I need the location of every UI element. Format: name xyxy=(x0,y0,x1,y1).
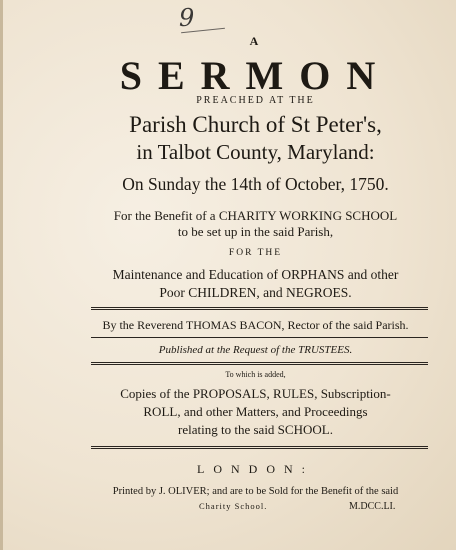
imprint-city: LONDON: xyxy=(197,462,314,476)
for-the-line: FOR THE xyxy=(228,248,283,258)
published-line: Published at the Request of the TRUSTEES. xyxy=(158,344,353,356)
divider xyxy=(91,362,428,365)
imprint-charity: Charity School. xyxy=(199,501,268,511)
handwritten-page-number: 9 xyxy=(179,4,195,32)
church-name: Parish Church of St Peter's, xyxy=(129,112,382,137)
benefit-line: For the Benefit of a CHARITY WORKING SCHOOL xyxy=(113,208,398,223)
author-line: By the Reverend THOMAS BACON, Rector of the said Parish. xyxy=(102,318,409,332)
divider xyxy=(91,337,428,338)
roll-line: ROLL, and other Matters, and Proceedings xyxy=(143,404,368,419)
divider xyxy=(91,307,428,310)
divider xyxy=(91,446,428,449)
imprint-year: M.DCC.LI. xyxy=(349,501,396,512)
county-line: in Talbot County, Maryland: xyxy=(136,140,375,164)
copies-line: Copies of the PROPOSALS, RULES, Subscription- xyxy=(120,386,391,401)
imprint-printer: Printed by J. OLIVER; and are to be Sold for the Benefit of the said xyxy=(112,486,399,497)
to-which-line: To which is added, xyxy=(225,370,286,379)
poor-children-line: Poor CHILDREN, and NEGROES. xyxy=(159,285,352,300)
relating-line: relating to the said SCHOOL. xyxy=(178,422,333,437)
maintenance-line: Maintenance and Education of ORPHANS and other xyxy=(112,267,399,282)
school-line: to be set up in the said Parish, xyxy=(177,224,334,239)
preached-at-line: PREACHED AT THE xyxy=(196,95,315,106)
date-line: On Sunday the 14th of October, 1750. xyxy=(122,174,389,194)
page-title: SERMON xyxy=(119,53,392,98)
title-article: A xyxy=(249,34,262,48)
